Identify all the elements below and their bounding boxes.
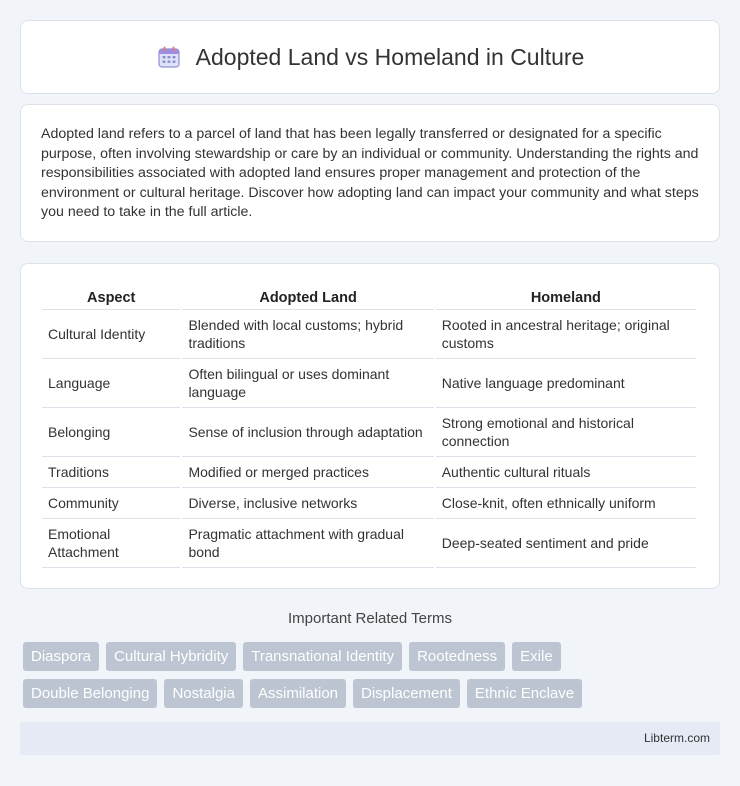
table-header-row [42,284,696,310]
tag-row [23,679,723,708]
table-cell: Often bilingual or uses dominant language [182,359,433,408]
tag-cultural-hybridity[interactable]: Cultural Hybridity [106,642,236,671]
footer [20,722,720,755]
table-row [42,408,696,457]
table-row [42,310,696,359]
related-terms-title: Important Related Terms [288,610,452,627]
table-cell: Community [42,488,180,519]
table-cell: Deep-seated sentiment and pride [436,519,696,568]
calendar-icon [156,44,182,70]
intro-card [20,104,720,242]
page-title: Adopted Land vs Homeland in Culture [195,43,585,70]
tag-assimilation[interactable]: Assimilation [250,679,346,708]
table-cell: Language [42,359,180,408]
table-row [42,457,696,488]
tag-rootedness[interactable]: Rootedness [409,642,505,671]
table-cell: Belonging [42,408,180,457]
table-cell: Cultural Identity [42,310,180,359]
table-cell: Rooted in ancestral heritage; original customs [436,310,696,359]
table-cell: Authentic cultural rituals [436,457,696,488]
tag-transnational-identity[interactable]: Transnational Identity [243,642,402,671]
table-cell: Sense of inclusion through adaptation [182,408,433,457]
table-cell: Diverse, inclusive networks [182,488,433,519]
related-terms-list [23,642,723,716]
table-cell: Emotional Attachment [42,519,180,568]
table-cell: Blended with local customs; hybrid traditions [182,310,433,359]
tag-exile[interactable]: Exile [512,642,561,671]
page-header [20,20,720,94]
tag-ethnic-enclave[interactable]: Ethnic Enclave [467,679,582,708]
table-row [42,488,696,519]
table-cell: Native language predominant [436,359,696,408]
table-cell: Traditions [42,457,180,488]
table-cell: Close-knit, often ethnically uniform [436,488,696,519]
table-cell: Modified or merged practices [182,457,433,488]
tag-displacement[interactable]: Displacement [353,679,460,708]
table-row [42,359,696,408]
tag-double-belonging[interactable]: Double Belonging [23,679,157,708]
table-row [42,519,696,568]
tag-row [23,642,723,671]
comparison-table [40,284,698,568]
tag-nostalgia[interactable]: Nostalgia [164,679,243,708]
table-cell: Strong emotional and historical connection [436,408,696,457]
column-header: Adopted Land [182,284,433,310]
table-cell: Pragmatic attachment with gradual bond [182,519,433,568]
column-header: Homeland [436,284,696,310]
footer-link[interactable]: Libterm.com [643,731,710,745]
tag-diaspora[interactable]: Diaspora [23,642,99,671]
column-header: Aspect [42,284,180,310]
comparison-card [20,263,720,589]
intro-text: Adopted land refers to a parcel of land that has been legally transferred or designated for a specific purpose, often involving stewardship or care by an individual or community. Understanding the rights and responsibilities associated with adopted land ensures proper management and protection of the environment or cultural heritage. Discover how adopting land can impact your community and what steps you need to take in the full article. [41,126,699,221]
